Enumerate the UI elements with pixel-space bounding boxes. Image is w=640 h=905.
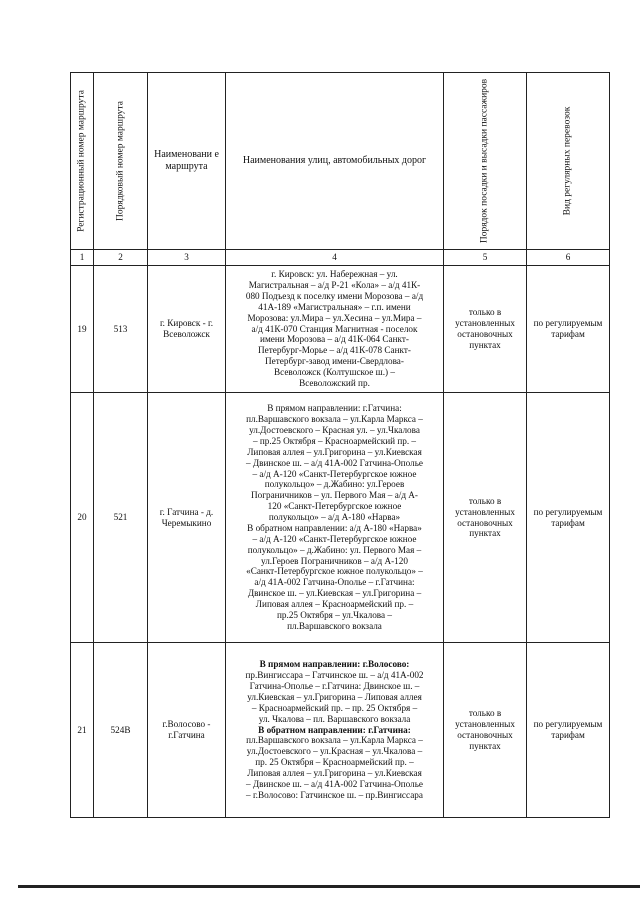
street-line: В обратном направлении: а/д А-180 «Нарва» (247, 522, 422, 533)
street-line: 080 Подъезд к поселку имени Морозова – а/д (245, 290, 424, 301)
header-ordinal-number: Порядковый номер маршрута (94, 73, 148, 250)
street-line: Гатчина-Ополье – г.Гатчина: Двинское ш. – (249, 681, 420, 692)
street-line: 120 «Санкт-Петербургское южное (267, 501, 402, 512)
street-line: Петербург-Морье – а/д 41К-078 Санкт- (258, 345, 411, 356)
street-line: – Двинское ш. – а/д 41А-002 Гатчина-Ополье (245, 457, 423, 468)
boarding-order-cell: только в установленных остановочных пунктах (444, 643, 527, 818)
street-line: полукольцо» – д.Жабино: ул. Первого Мая – (247, 544, 422, 555)
street-line: а/д 41К-070 Станция Магнитная - поселок (251, 323, 418, 334)
table-row (71, 393, 610, 643)
street-line: ул.Киевская – ул.Григорина – Липовая аллея (247, 691, 422, 702)
route-name-cell: г. Гатчина - д. Черемыкино (148, 393, 226, 643)
column-number-row (71, 250, 610, 266)
street-line: – г.Волосово: Гатчинское ш. – пр.Вингиссара (246, 789, 423, 800)
route-name-cell: г. Кировск - г. Всеволожск (148, 266, 226, 393)
street-line: «Санкт-Петербургское южное полукольцо» – (246, 566, 423, 577)
column-number: 2 (94, 250, 148, 266)
reg-number-cell: 19 (71, 266, 94, 393)
column-number: 4 (226, 250, 444, 266)
street-line: полукольцо» – а/д А-180 «Нарва» (268, 512, 401, 523)
street-line: пр.Вингиссара – Гатчинское ш. – а/д 41А-002 (245, 670, 424, 681)
direction-return-label: В обратном направлении: г.Гатчина: (258, 724, 411, 735)
column-number: 3 (148, 250, 226, 266)
street-line: Липовая аллея – ул.Григорина – ул.Киевская (247, 446, 422, 457)
street-line: пл.Варшавского вокзала – ул.Карла Маркса – (246, 414, 423, 425)
column-number: 6 (527, 250, 610, 266)
routes-table (70, 72, 610, 818)
header-row (71, 73, 610, 250)
street-line: а/д 41А-002 Гатчина-Ополье – г.Гатчина: (254, 577, 415, 588)
street-line: Липовая аллея – ул.Григорина – ул.Киевская (247, 768, 422, 778)
ordinal-number-cell: 513 (94, 266, 148, 393)
route-name-cell: г.Волосово - г.Гатчина (148, 643, 226, 818)
street-line: полукольцо» – д.Жабино: ул.Героев (264, 479, 405, 490)
street-line: пл.Варшавского вокзала – ул.Карла Маркса – (246, 735, 423, 746)
street-line: имени Морозова – а/д 41К-064 Санкт- (260, 334, 409, 345)
street-line: Всеволожск (Колтушское ш.) – (274, 367, 395, 377)
street-line: – Двинское ш. – а/д 41А-002 Гатчина-Ополье (245, 778, 423, 789)
street-line: В прямом направлении: г.Гатчина: (267, 403, 402, 414)
streets-cell (226, 643, 444, 818)
reg-number-cell: 20 (71, 393, 94, 643)
table-row (71, 643, 610, 818)
street-line: пр. 25 Октября – Красноармейский пр. – (255, 757, 414, 768)
direction-forward-label: В прямом направлении: г.Волосово: (259, 659, 410, 670)
streets-cell (226, 266, 444, 393)
street-line: Липовая аллея – Красноармейский пр. – (255, 598, 414, 609)
column-number: 5 (444, 250, 527, 266)
street-line: Магистральная – а/д Р-21 «Кола» – а/д 41К- (248, 280, 421, 291)
header-reg-number: Регистрационный номер маршрута (71, 73, 94, 250)
boarding-order-cell: только в установленных остановочных пунктах (444, 266, 527, 393)
street-line: Петербург-завод имени-Свердлова- (265, 356, 404, 367)
table-row (71, 266, 610, 393)
street-line: Двинское ш. – ул.Киевская – ул.Григорина – (247, 588, 422, 599)
street-line: ул.Достоевского – Красная ул. – ул.Чкалова (249, 425, 420, 436)
street-line: Пограничников – ул. Первого Мая – а/д А- (250, 490, 418, 501)
street-line (229, 725, 440, 736)
street-line: Морозова: ул.Мира – ул.Хесина – ул.Мира – (247, 312, 422, 323)
streets-cell (226, 393, 444, 643)
street-line: – а/д А-120 «Санкт-Петербургское южное (252, 533, 417, 544)
boarding-order-cell: только в установленных остановочных пунктах (444, 393, 527, 643)
street-line: ул.Героев Пограничников – а/д А-120 (261, 555, 408, 566)
header-boarding-order: Порядок посадки и высадки пассажиров (444, 73, 527, 250)
header-streets: Наименования улиц, автомобильных дорог (226, 73, 444, 250)
transport-type-cell: по регулируемым тарифам (527, 393, 610, 643)
street-line: – Красноармейский пр. – пр. 25 Октября – (251, 702, 418, 713)
ordinal-number-cell: 524В (94, 643, 148, 818)
street-line: пл.Варшавского вокзала (287, 620, 382, 631)
street-line: – а/д А-120 «Санкт-Петербургское южное (252, 468, 417, 479)
street-line: пр.25 Октября – ул.Чкалова – (277, 609, 392, 620)
street-line: 41А-189 «Магистральная» – г.п. имени (258, 301, 411, 312)
transport-type-cell: по регулируемым тарифам (527, 643, 610, 818)
column-number: 1 (71, 250, 94, 266)
street-line: ул.Достоевского – ул.Красная – ул.Чкалова – (246, 746, 423, 757)
street-line: Всеволожский пр. (299, 377, 370, 388)
street-line: – пр.25 Октября – Красноармейский пр. – (252, 436, 417, 447)
street-line (229, 659, 440, 670)
street-line: г. Кировск: ул. Набережная – ул. (271, 269, 398, 280)
reg-number-cell: 21 (71, 643, 94, 818)
ordinal-number-cell: 521 (94, 393, 148, 643)
header-route-name: Наименовани е маршрута (148, 73, 226, 250)
scan-edge-line (18, 885, 640, 888)
transport-type-cell: по регулируемым тарифам (527, 266, 610, 393)
street-line: ул. Чкалова – пл. Варшавского вокзала (258, 713, 411, 724)
header-transport-type: Вид регулярных перевозок (527, 73, 610, 250)
